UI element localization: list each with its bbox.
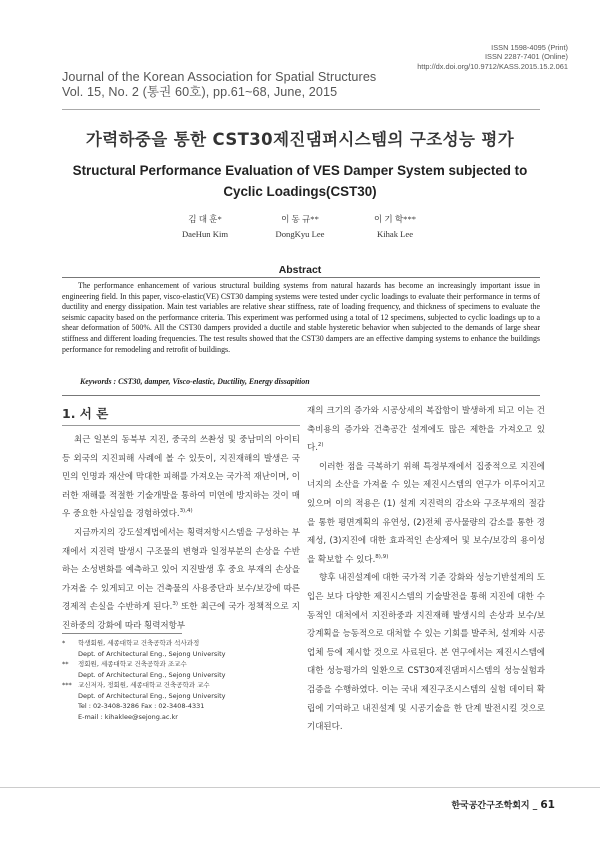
title-korean: 가력하중을 통한 CST30제진댐퍼시스템의 구조성능 평가 [85, 130, 515, 149]
abstract-heading: Abstract [278, 264, 322, 276]
paragraph [307, 458, 545, 570]
email-link[interactable]: E-mail : kihaklee@sejong.ac.kr [78, 712, 178, 721]
left-column [62, 431, 300, 636]
footer-journal: 한국공간구조학회지 [451, 801, 530, 811]
paragraph-text: 향후 내진설계에 대한 국가적 기준 강화와 성능기반설계의 도입은 보다 다양한 제진시스템의 기술발전을 통해 지진에 대한 수동적인 대처에서 지진하중과 지진재해 발생시의 손상과 보수/보강계획을 능동적으로 대처할 수 있는 기회를 발주처, 설계와 시공업체 등에 제시할 것으로 사료된다. 본 연구에서는 제진시스템에 대한 성능평가의 일환으로 CST30제진댐퍼시스템의 성능실험과 검증을 수행하였다. 이는 국내 제진구조시스템의 실험 데이터 확립에 기여하고 내진설계 및 시공기술을 한 단계 발전시킬 것으로 기대된다. [307, 573, 545, 733]
right-column [307, 402, 545, 737]
footnote-line: Dept. of Architectural Eng., Sejong University [78, 670, 226, 679]
footnote-line: 교신저자, 정회원, 세종대학교 건축공학과 교수 [78, 681, 210, 689]
paragraph [307, 402, 545, 458]
abstract-text: The performance enhancement of various structural building systems from natural hazards has become an increasingly important issue in engineering field. In this paper, visco-elastic(VE) CST30 damping systems were tested under cyclic loadings to evaluate their performance in terms of ductility and energy dissipation. Main test variables are relative shear stiffness, rate of loading frequency, and thickness of specimens to evaluate the seismic capacity based on the performance criteria. This experiment was performed using a total of 12 specimens, subjected to cyclic loadings up to a shear deformation of 500%. All the CST30 dampers provided a ductile and stable hysteretic behavior when subjected to the demands of large shear stiffness and different loading frequencies. The test results showed that the CST30 dampers are an effective damping systems to enhance the buildings performance for remodeling and retrofit of buildings. [62, 281, 540, 354]
footnote-line: 정회원, 세종대학교 건축공학과 조교수 [78, 660, 187, 668]
author-3 [330, 212, 460, 242]
keywords: Keywords : CST30, damper, Visco-elastic, Ductility, Energy dissapition [80, 377, 310, 386]
paragraph-text: 재의 크기의 증가와 시공상세의 복잡함이 발생하게 되고 이는 건축비용의 증가와 건축공간 설계에도 많은 제한을 가져오고 있다. [307, 406, 545, 454]
paragraph-text: 또한 최근에 국가 정책적으로 지진하중의 강화에 따라 횡력저항부 [62, 602, 300, 631]
footnote-1 [62, 638, 302, 659]
paragraph [62, 431, 300, 524]
author-name-ko: 이 기 학*** [373, 214, 417, 224]
issn-online: ISSN 2287-7401 (Online) [485, 52, 568, 62]
paragraph-text: 이러한 점을 극복하기 위해 특정부재에서 집중적으로 지진에너지의 소산을 가져올 수 있는 제진시스템의 연구가 이루어지고 있으며 이의 적용은 (1) 설계 지진력의 감소와 구조부재의 절감을 통한 평면계획의 유연성, (2)전체 공사물량의 감소를 통한 경제성, (3)지진에 대한 효과적인 손상제어 및 보수/보강의 용이성을 확보할 수 있다. [307, 461, 545, 565]
section-underline [62, 425, 300, 426]
footnote-line: 학생회원, 세종대학교 건축공학과 석사과정 [78, 639, 200, 647]
page-footer: 한국공간구조학회지 _ 61 [451, 799, 555, 811]
footnote-mark: ** [62, 660, 69, 668]
footnote-2 [62, 659, 302, 680]
author-name-en: DaeHun Kim [181, 229, 229, 239]
journal-volume: Vol. 15, No. 2 (통권 60호), pp.61~68, June, 2015 [62, 85, 338, 99]
issn-print: ISSN 1598-4095 (Print) [491, 43, 568, 52]
footnote-line: Dept. of Architectural Eng., Sejong University [78, 649, 226, 658]
page-number: 61 [540, 799, 555, 811]
paragraph-text: 최근 일본의 동북부 지진, 중국의 쓰촨성 및 중남미의 아이티 등 외국의 지진피해 사례에 볼 수 있듯이, 지진재해의 발생은 국민의 인명과 재산에 막대한 피해를 가져오는 국가적 재난이며, 이러한 재해를 적절한 기술개발을 통하여 미연에 방지하는 것이 매우 중요한 사실임을 경험하였다. [62, 435, 300, 520]
paragraph-text: 지금까지의 강도설계법에서는 횡력저항시스템을 구성하는 부재에서 지진력 발생시 구조물의 변형과 일정부분의 손상을 수반하는 소성변화를 예측하고 있어 지진발생 후 중요 부재의 손상을 가져올 수 있게되고 이는 건축물의 사용중단과 보수/보강에 따른 경제적 손실을 수반하게 된다. [62, 527, 300, 613]
paragraph [62, 524, 300, 636]
author-name-ko: 이 동 규** [281, 214, 319, 224]
citation: 3) [172, 601, 179, 608]
abstract-bottom-rule [62, 395, 540, 396]
section-heading-introduction: 1. 서 론 [62, 406, 109, 421]
paragraph [307, 569, 545, 736]
footnote-line: Dept. of Architectural Eng., Sejong University [78, 691, 226, 700]
footnotes [62, 638, 302, 722]
citation: 2) [317, 442, 324, 449]
journal-header [62, 70, 376, 100]
citation: 3),4) [179, 508, 193, 515]
footnote-3 [62, 680, 302, 722]
footnote-mark: * [62, 639, 66, 647]
citation: 8),9) [375, 553, 389, 560]
doi-link[interactable]: http://dx.doi.org/10.9712/KASS.2015.15.2.061 [417, 61, 568, 71]
footnote-divider [62, 633, 182, 634]
author-name-en: DongKyu Lee [275, 229, 325, 239]
abstract-top-rule [62, 277, 540, 278]
footer-divider [0, 787, 600, 788]
footnote-line: Tel : 02-3408-3286 Fax : 02-3408-4331 [78, 702, 205, 710]
title-english-line2: Cyclic Loadings(CST30) [223, 184, 377, 199]
issn-block [417, 43, 568, 71]
header-divider [62, 109, 540, 110]
author-name-ko: 김 대 훈* [188, 214, 222, 224]
title-english-line1: Structural Performance Evaluation of VES Damper System subjected to [72, 163, 528, 178]
title-english [70, 160, 530, 202]
author-name-en: Kihak Lee [376, 229, 414, 239]
journal-name: Journal of the Korean Association for Spatial Structures [62, 70, 377, 84]
footnote-mark: *** [62, 681, 72, 689]
